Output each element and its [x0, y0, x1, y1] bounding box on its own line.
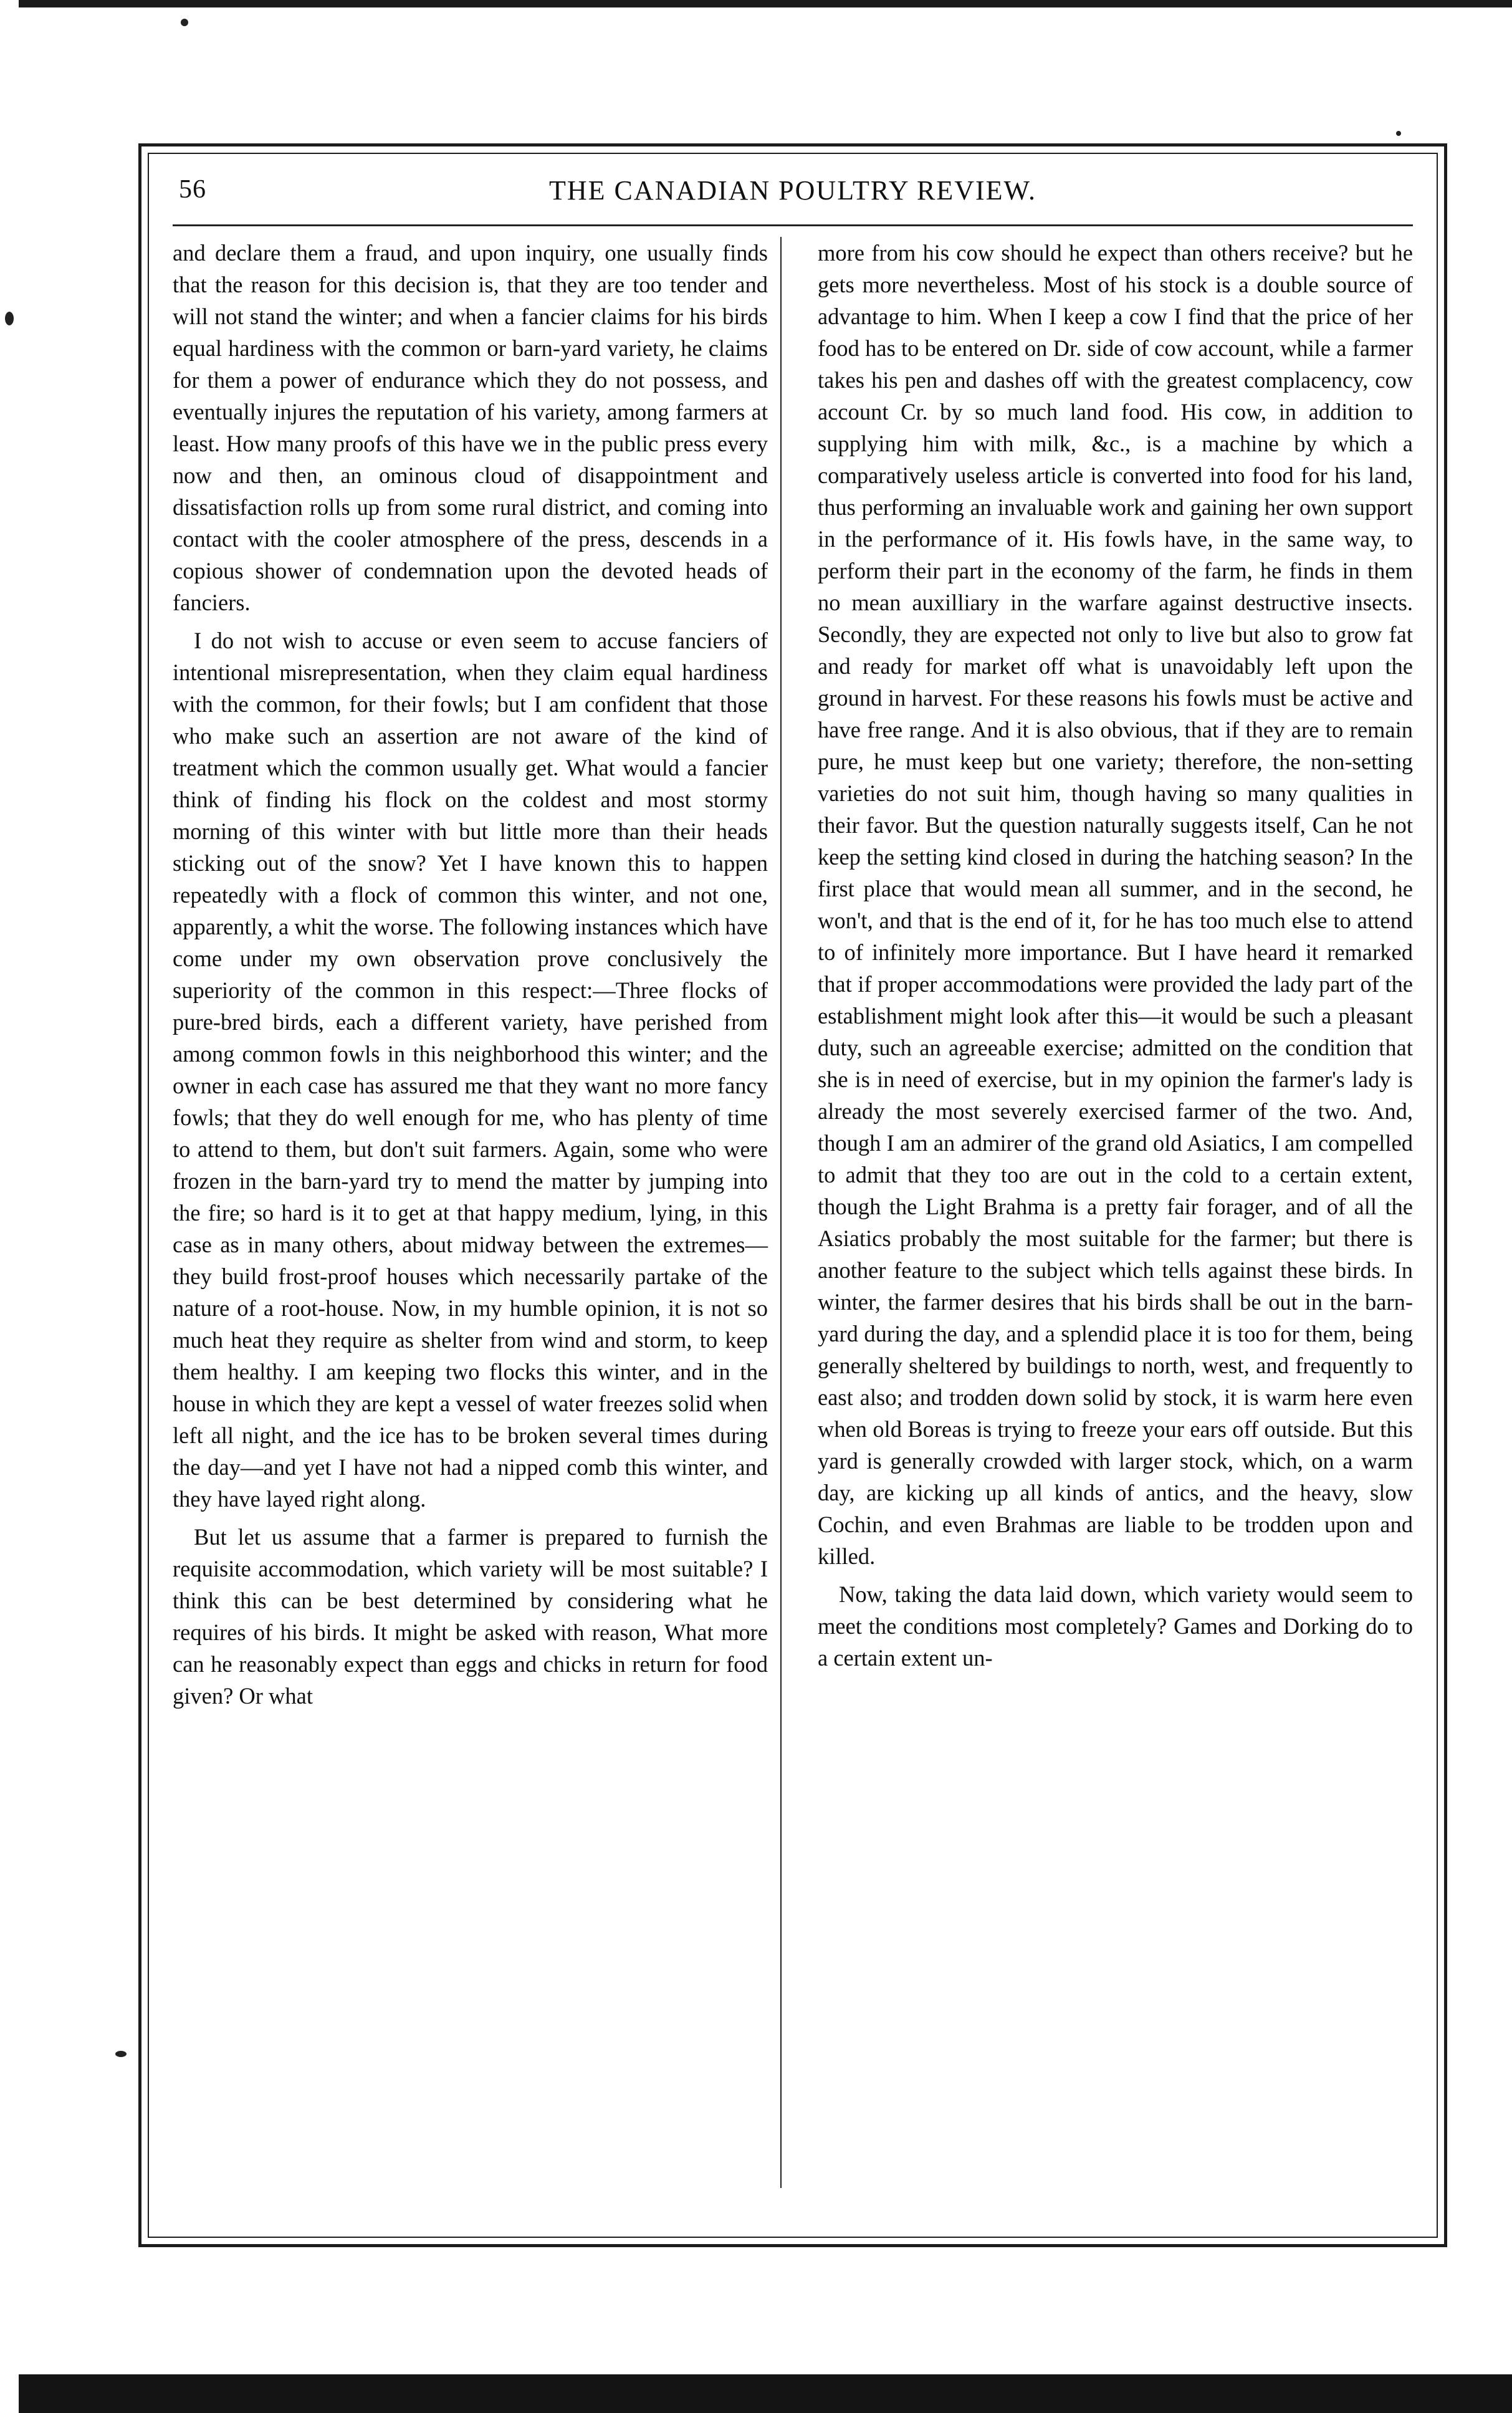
page-number: 56: [179, 175, 206, 204]
scan-speck: [181, 19, 188, 26]
running-title: THE CANADIAN POULTRY REVIEW.: [549, 175, 1036, 206]
paragraph: I do not wish to accuse or even seem to accuse fanciers of intentional misrepresentation, when they claim equal hardiness with the common, for their fowls; but I am confident that those who make such an assertion are not aware of the kind of treatment which the common usually get. What would a fancier think of finding his flock on the coldest and most stormy morning of this winter with but little more than their heads sticking out of the snow? Yet I have known this to happen repeatedly with a flock of common this winter, and not one, apparently, a whit the worse. The following instances which have come under my own observation prove conclusively the superiority of the common in this respect:—Three flocks of pure-bred birds, each a different variety, have perished from among common fowls in this neighborhood this winter; and the owner in each case has assured me that they want no more fancy fowls; that they do well enough for me, who has plenty of time to attend to them, but don't suit farmers. Again, some who were frozen in the barn-yard try to mend the matter by jumping into the fire; so hard is it to get at that happy medium, lying, in this case as in many others, about midway between the extremes—they build frost-proof houses which necessarily partake of the nature of a root-house. Now, in my humble opinion, it is not so much heat they require as shelter from wind and storm, to keep them healthy. I am keeping two flocks this winter, and in the house in which they are kept a vessel of water freezes solid when left all night, and the ice has to be broken several times during the day—and yet I have not had a nipped comb this winter, and they have layed right along.: [173, 628, 768, 1512]
paragraph: and declare them a fraud, and upon inquiry, one usually finds that the reason for this decision is, that they are too tender and will not stand the winter; and when a fancier claims for his birds equal hardiness with the common or barn-yard variety, he claims for them a power of endurance which they do not possess, and eventually injures the reputation of his variety, among farmers at least. How many proofs of this have we in the public press every now and then, an ominous cloud of disappointment and dissatisfaction rolls up from some rural district, and coming into contact with the cooler atmosphere of the press, descends in a copious shower of condemnation upon the devoted heads of fanciers.: [173, 240, 768, 615]
scan-speck: [115, 2051, 127, 2057]
paragraph: more from his cow should he expect than others receive? but he gets more nevertheless. Most of his stock is a double source of advantage to him. When I keep a cow I find that the price of her food has to be entered on Dr. side of cow account, while a farmer takes his pen and dashes off with the greatest complacency, cow account Cr. by so much land food. His cow, in addition to supplying him with milk, &c., is a machine by which a comparatively useless article is converted into food for his land, thus performing an invaluable work and gaining her own support in the performance of it. His fowls have, in the same way, to perform their part in the economy of the farm, he finds in them no mean auxilliary in the warfare against destructive insects. Secondly, they are expected not only to live but also to grow fat and ready for market off what is unavoidably left upon the ground in harvest. For these reasons his fowls must be active and have free range. And it is also obvious, that if they are to remain pure, he must keep but one variety; therefore, the non-setting varieties do not suit him, though having so many qualities in their favor. But the question naturally suggests itself, Can he not keep the setting kind closed in during the hatching season? In the first place that would mean all summer, and in the second, he won't, and that is the end of it, for he has too much else to attend to of infinitely more importance. But I have heard it remarked that if proper accommodations were provided the lady part of the establishment might look after this—it would be such a pleasant duty, such an agreeable exercise; admitted on the condition that she is in need of exercise, but in my opinion the farmer's lady is already the most severely exercised farmer of the two. And, though I am an admirer of the grand old Asiatics, I am compelled to admit that they too are out in the cold to a certain extent, though the Light Brahma is a pretty fair forager, and of all the Asiatics probably the most suitable for the farmer; but there is another feature to the subject which tells against these birds. In winter, the farmer desires that his birds shall be out in the barn-yard during the day, and a splendid place it is too for them, being generally sheltered by buildings to north, west, and frequently to east also; and trodden down solid by stock, it is warm here even when old Boreas is trying to freeze your ears off outside. But this yard is generally crowded with larger stock, which, on a warm day, are kicking up all kinds of antics, and the heavy, slow Cochin, and even Brahmas are liable to be trodden upon and killed.: [818, 240, 1413, 1569]
scan-speck: [5, 312, 14, 325]
right-column: [818, 237, 1413, 1674]
left-column: [173, 237, 768, 1712]
paragraph: But let us assume that a farmer is prepared to furnish the requisite accommodation, which variety will be most suitable? I think this can be best determined by considering what he requires of his birds. It might be asked with reason, What more can he reasonably expect than eggs and chicks in return for food given? Or what: [173, 1524, 768, 1709]
scan-speck: [1396, 131, 1401, 136]
paragraph: Now, taking the data laid down, which variety would seem to meet the conditions most completely? Games and Dorking do to a certain extent un-: [818, 1581, 1413, 1671]
article-body: [173, 237, 1413, 2188]
column-divider: [780, 237, 782, 2188]
page-border: [138, 143, 1447, 2247]
header-rule: [173, 224, 1413, 226]
scan-edge-top: [19, 0, 1512, 7]
scan-edge-bottom: [19, 2374, 1512, 2413]
page-header: [179, 175, 1407, 218]
